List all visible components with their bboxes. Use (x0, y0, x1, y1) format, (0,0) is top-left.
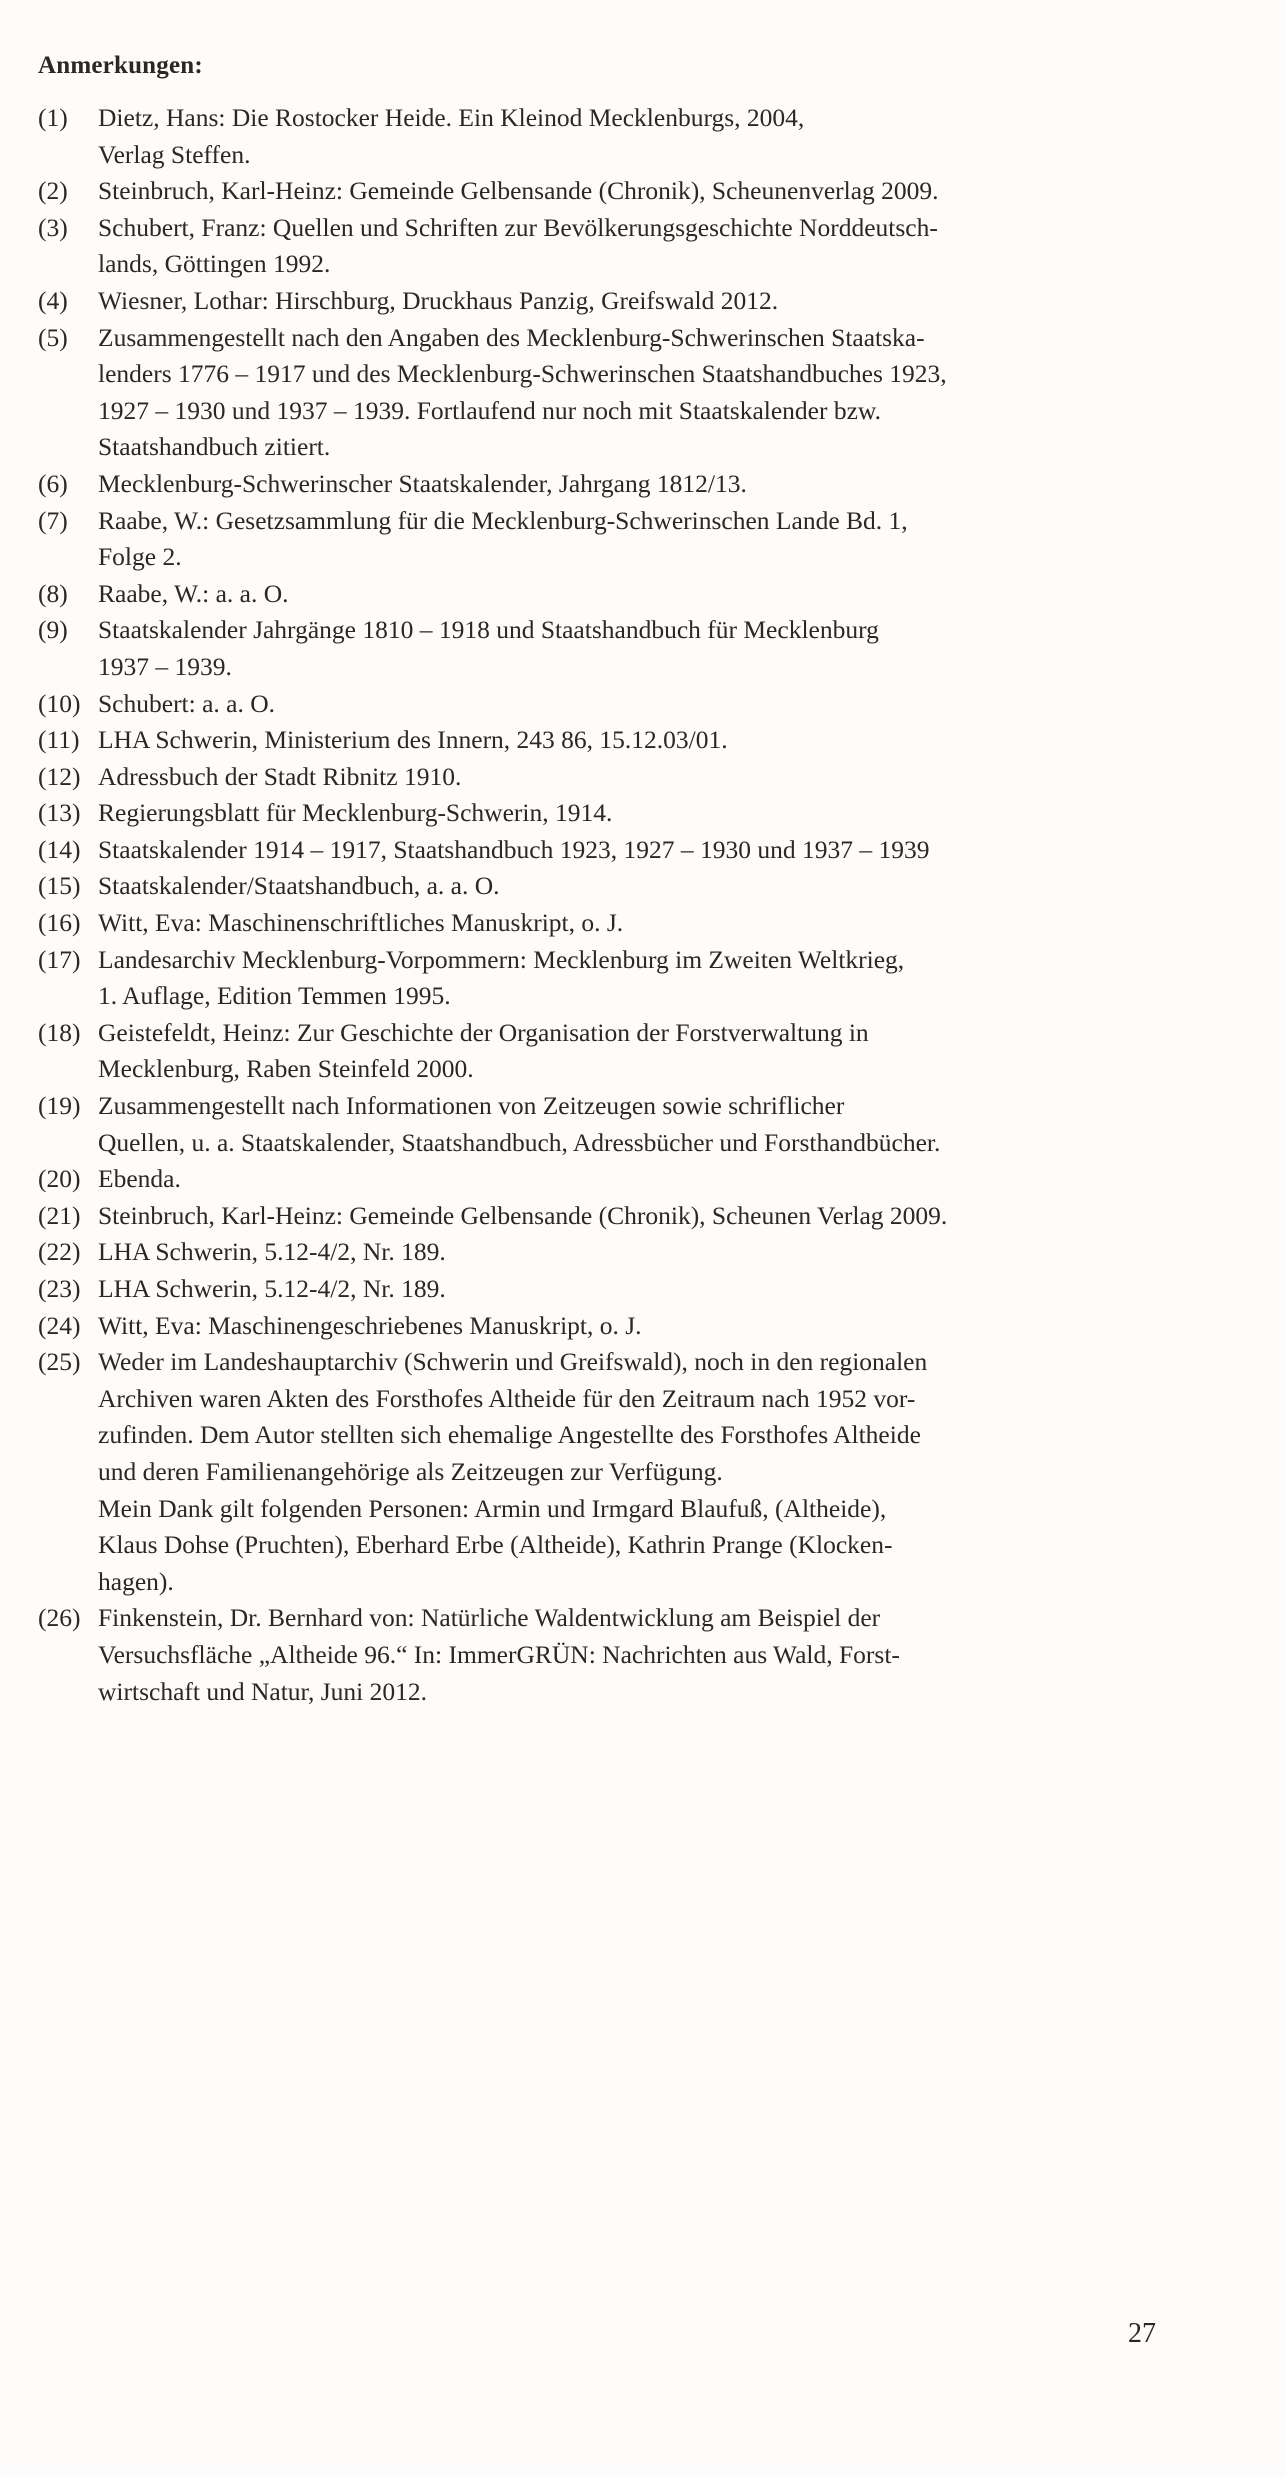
note-item (38, 1308, 1168, 1345)
note-line: Ebenda. (98, 1164, 181, 1194)
note-number: (20) (38, 1164, 81, 1194)
note-item (38, 503, 1168, 576)
note-item (38, 1344, 1168, 1600)
note-line: lands, Göttingen 1992. (98, 249, 331, 279)
note-number: (10) (38, 688, 81, 718)
note-number: (5) (38, 322, 68, 352)
note-line: Quellen, u. a. Staatskalender, Staatshandbuch, Adressbücher und Forsthandbücher. (98, 1127, 941, 1157)
note-line: und deren Familienangehörige als Zeitzeugen zur Verfügung. (98, 1456, 723, 1486)
note-line: Zusammengestellt nach den Angaben des Mecklenburg-Schwerinschen Staatska- (98, 322, 925, 352)
note-text (96, 612, 1168, 685)
note-text (96, 576, 1168, 613)
note-text (96, 1088, 1168, 1161)
note-text (96, 868, 1168, 905)
note-text (96, 905, 1168, 942)
note-item (38, 868, 1168, 905)
note-text (96, 1198, 1168, 1235)
note-item (38, 1234, 1168, 1271)
note-number: (17) (38, 944, 81, 974)
note-line: LHA Schwerin, 5.12-4/2, Nr. 189. (98, 1274, 446, 1303)
note-number: (14) (38, 834, 81, 864)
note-text (96, 210, 1168, 283)
note-number: (15) (38, 871, 81, 901)
note-number: (3) (38, 212, 68, 242)
note-text (96, 466, 1168, 503)
note-text (96, 503, 1168, 576)
note-line: LHA Schwerin, Ministerium des Innern, 243 86, 15.12.03/01. (98, 725, 728, 755)
note-item (38, 722, 1168, 759)
note-text (96, 759, 1168, 796)
note-line: Mein Dank gilt folgenden Personen: Armin und Irmgard Blaufuß, (Altheide), (98, 1493, 887, 1523)
note-item (38, 832, 1168, 869)
note-item (38, 1161, 1168, 1198)
note-text (96, 320, 1168, 466)
note-text (96, 795, 1168, 832)
note-item (38, 759, 1168, 796)
note-line: Staatshandbuch zitiert. (98, 432, 331, 462)
note-line: Mecklenburg, Raben Steinfeld 2000. (98, 1054, 474, 1084)
note-line: Staatskalender 1914 – 1917, Staatshandbuch 1923, 1927 – 1930 und 1937 – 1939 (98, 834, 930, 864)
note-number: (24) (38, 1310, 81, 1340)
note-item (38, 210, 1168, 283)
note-line: Geistefeldt, Heinz: Zur Geschichte der Organisation der Forstverwaltung in (98, 1017, 869, 1047)
notes-heading: Anmerkungen: (38, 52, 203, 79)
note-line: Zusammengestellt nach Informationen von Zeitzeugen sowie schriflicher (98, 1091, 845, 1121)
note-line: Witt, Eva: Maschinengeschriebenes Manuskript, o. J. (98, 1310, 642, 1340)
note-text (96, 1344, 1168, 1600)
note-line: LHA Schwerin, 5.12-4/2, Nr. 189. (98, 1237, 446, 1267)
note-text (96, 100, 1168, 173)
note-line: Wiesner, Lothar: Hirschburg, Druckhaus Panzig, Greifswald 2012. (98, 285, 779, 315)
note-number: (21) (38, 1200, 81, 1230)
note-number: (6) (38, 468, 68, 498)
note-number: (18) (38, 1017, 81, 1047)
note-number: (25) (38, 1347, 81, 1377)
note-line: Schubert: a. a. O. (98, 688, 276, 718)
note-line: Raabe, W.: a. a. O. (98, 578, 289, 608)
note-text (96, 1234, 1168, 1271)
note-item (38, 905, 1168, 942)
note-line: Mecklenburg-Schwerinscher Staatskalender, Jahrgang 1812/13. (98, 468, 747, 498)
note-number: (26) (38, 1603, 81, 1633)
note-line: Landesarchiv Mecklenburg-Vorpommern: Mecklenburg im Zweiten Weltkrieg, (98, 944, 905, 974)
note-line: Klaus Dohse (Pruchten), Eberhard Erbe (Altheide), Kathrin Prange (Klocken- (98, 1530, 893, 1560)
note-item (38, 100, 1168, 173)
note-text (96, 1600, 1168, 1710)
note-line: wirtschaft und Natur, Juni 2012. (98, 1676, 428, 1706)
note-line: hagen). (98, 1566, 174, 1596)
note-line: Weder im Landeshauptarchiv (Schwerin und Greifswald), noch in den regionalen (98, 1347, 928, 1377)
note-number: (8) (38, 578, 68, 608)
note-item (38, 1088, 1168, 1161)
note-number: (19) (38, 1091, 81, 1121)
note-line: lenders 1776 – 1917 und des Mecklenburg-Schwerinschen Staatshandbuches 1923, (98, 359, 947, 389)
note-line: 1. Auflage, Edition Temmen 1995. (98, 981, 451, 1011)
note-line: 1927 – 1930 und 1937 – 1939. Fortlaufend nur noch mit Staatskalender bzw. (98, 395, 882, 425)
page-number: 27 (1128, 2318, 1156, 2349)
note-line: Raabe, W.: Gesetzsammlung für die Mecklenburg-Schwerinschen Lande Bd. 1, (98, 505, 908, 535)
note-text (96, 1161, 1168, 1198)
note-item (38, 686, 1168, 723)
note-number: (9) (38, 615, 68, 645)
note-line: Verlag Steffen. (98, 139, 251, 169)
note-text (96, 1308, 1168, 1345)
note-text (96, 686, 1168, 723)
note-item (38, 1198, 1168, 1235)
note-text (96, 1271, 1168, 1308)
note-item (38, 283, 1168, 320)
note-number: (11) (38, 725, 80, 755)
note-line: Staatskalender/Staatshandbuch, a. a. O. (98, 871, 500, 901)
note-number: (12) (38, 761, 81, 791)
note-item (38, 1600, 1168, 1710)
note-number: (16) (38, 908, 81, 938)
note-text (96, 173, 1168, 210)
note-item (38, 1271, 1168, 1308)
note-line: Steinbruch, Karl-Heinz: Gemeinde Gelbensande (Chronik), Scheunenverlag 2009. (98, 176, 939, 206)
note-item (38, 942, 1168, 1015)
note-text (96, 722, 1168, 759)
note-number: (13) (38, 798, 81, 828)
note-number: (4) (38, 285, 68, 315)
note-line: Archiven waren Akten des Forsthofes Altheide für den Zeitraum nach 1952 vor- (98, 1383, 916, 1413)
note-item (38, 612, 1168, 685)
note-item (38, 173, 1168, 210)
note-line: Finkenstein, Dr. Bernhard von: Natürliche Waldentwicklung am Beispiel der (98, 1603, 881, 1633)
note-line: Steinbruch, Karl-Heinz: Gemeinde Gelbensande (Chronik), Scheunen Verlag 2009. (98, 1200, 948, 1230)
note-number: (22) (38, 1237, 81, 1267)
note-text (96, 832, 1168, 869)
note-line: Staatskalender Jahrgänge 1810 – 1918 und Staatshandbuch für Mecklenburg (98, 615, 879, 645)
notes-list (38, 100, 1168, 1710)
note-item (38, 576, 1168, 613)
note-line: 1937 – 1939. (98, 651, 232, 681)
note-line: Versuchsfläche „Altheide 96.“ In: ImmerGRÜN: Nachrichten aus Wald, Forst- (98, 1639, 900, 1669)
note-line: Dietz, Hans: Die Rostocker Heide. Ein Kleinod Mecklenburgs, 2004, (98, 103, 805, 132)
note-line: Witt, Eva: Maschinenschriftliches Manuskript, o. J. (98, 908, 624, 938)
note-line: Schubert, Franz: Quellen und Schriften zur Bevölkerungsgeschichte Norddeutsch- (98, 212, 938, 242)
note-line: Adressbuch der Stadt Ribnitz 1910. (98, 761, 462, 791)
note-item (38, 795, 1168, 832)
note-line: zufinden. Dem Autor stellten sich ehemalige Angestellte des Forsthofes Altheide (98, 1420, 921, 1450)
note-number: (7) (38, 505, 68, 535)
note-line: Folge 2. (98, 542, 182, 572)
note-item (38, 466, 1168, 503)
note-item (38, 1015, 1168, 1088)
note-text (96, 283, 1168, 320)
note-item (38, 320, 1168, 466)
note-line: Regierungsblatt für Mecklenburg-Schwerin, 1914. (98, 798, 613, 828)
note-number: (1) (38, 103, 68, 132)
note-text (96, 1015, 1168, 1088)
note-text (96, 942, 1168, 1015)
note-number: (2) (38, 176, 68, 206)
note-number: (23) (38, 1274, 81, 1303)
